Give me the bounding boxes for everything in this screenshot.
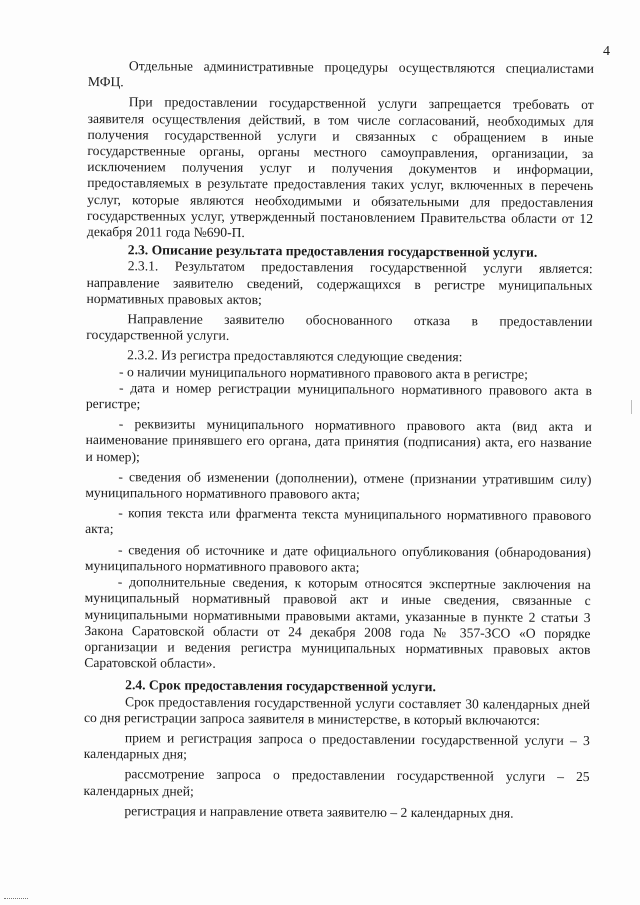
heading-2-4: 2.4. Срок предоставления государственной услуги. — [125, 677, 436, 695]
list-item: - о наличии муниципального нормативного правового акта в регистре; — [119, 363, 528, 382]
paragraph-term: Срок предоставления государственной услуги составляет 30 календарных дней со дня регистрации запроса заявителя в министерстве, в который включаются: — [83, 693, 591, 728]
term-stage-answer: регистрация и направление ответа заявителю – 2 календарных дня. — [124, 802, 514, 821]
paragraph-2-3-2: 2.3.2. Из регистра предоставляются следующие сведения: — [127, 347, 463, 365]
paragraph-2-3-1: 2.3.1. Результатом предоставления государственной услуги является: направление заявителю сведений, содержащихся в регистре муниципальных нормативных правовых актов; — [86, 258, 593, 307]
term-stage-reception: прием и регистрация запроса о предоставлении государственной услуги – 3 календарных дня; — [83, 730, 590, 762]
scan-edge-mark — [631, 400, 632, 414]
scan-corner-mark — [4, 898, 28, 901]
paragraph-prohibition: При предоставлении государственной услуги запрещается требовать от заявителя осуществления действий, в том числе согласований, необходимых для получения государственной услуги и связанных с обращением в иные государственные органы, органы местного самоуправления, организации, за исключением получения услуг и получения документов и информации, предоставляемых в результате предоставления таких услуг, включенных в перечень услуг, которые являются необходимыми и обязательными для предоставления государственных услуг, утвержденный постановлением Правительства области от 12 декабря 2011 года №690-П. — [86, 94, 594, 240]
document-body — [83, 58, 594, 822]
page-number: 4 — [603, 44, 610, 59]
paragraph-mfc: Отдельные административные процедуры осуществляются специалистами МФЦ. — [87, 58, 594, 90]
paragraph-refusal: Направление заявителю обоснованного отказа в предоставлении государственной услуги. — [86, 311, 593, 344]
heading-2-3: 2.3. Описание результата предоставления государственной услуги. — [127, 242, 538, 260]
list-item: - сведения об изменении (дополнении), отмене (признании утратившим силу) муниципального нормативного правового акта; — [85, 469, 592, 502]
list-item: - дополнительные сведения, к которым относятся экспертные заключения на муниципальный нормативный правовой акт и иные сведения, связанные с муниципальными нормативными правовыми актами, указанные в пункте 2 статьи 3 Закона Саратовской области от 24 декабря 2008 года № 357-ЗСО «О порядке организации и ведения регистра муниципальных нормативных правовых актов Саратовской области». — [84, 574, 591, 671]
term-stage-review: рассмотрение запроса о предоставлении государственной услуги – 25 календарных дней; — [83, 766, 590, 799]
list-item: - реквизиты муниципального нормативного правового акта (вид акта и наименование принявшего его органа, дата принятия (подписания) акта, его название и номер); — [85, 416, 592, 464]
list-item: - сведения об источнике и дате официального опубликования (обнародования) муниципального нормативного правового акта; — [84, 541, 592, 575]
list-item: - копия текста или фрагмента текста муниципального нормативного правового акта; — [85, 505, 592, 537]
list-item: - дата и номер регистрации муниципального нормативного правового акта в регистре; — [85, 380, 593, 412]
